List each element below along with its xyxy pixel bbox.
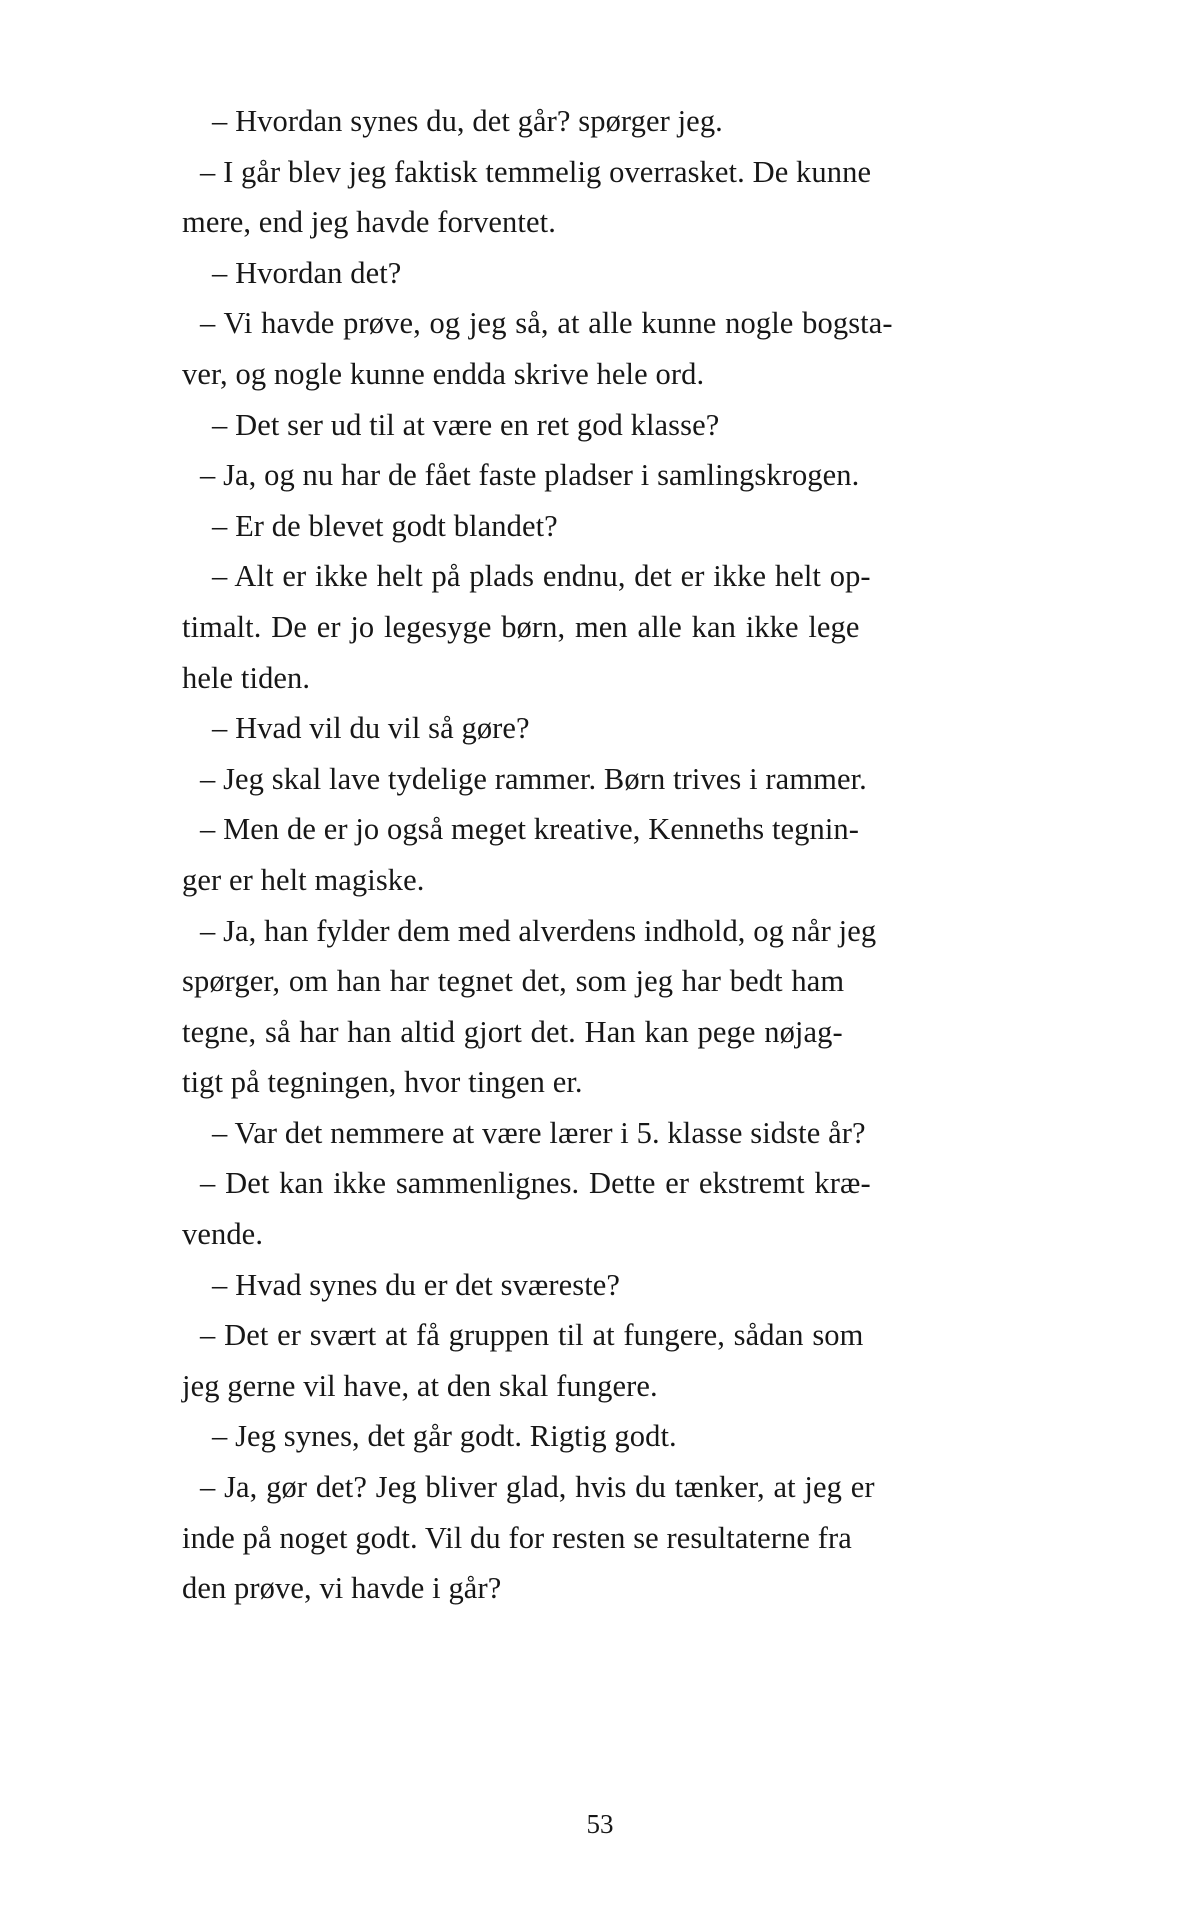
continuation-line: ver, og nogle kunne endda skrive hele ord. [182, 356, 705, 391]
dialogue-line: – Jeg synes, det går godt. Rigtig godt. [212, 1419, 677, 1454]
continuation-line: hele tiden. [182, 660, 311, 695]
dialogue-line: – Hvad synes du er det sværeste? [212, 1267, 621, 1302]
dialogue-line: – Alt er ikke helt på plads endnu, det er ikke helt op- [212, 559, 871, 594]
dialogue-line: – Ja, gør det? Jeg bliver glad, hvis du tænker, at jeg er [200, 1470, 875, 1505]
continuation-line: inde på noget godt. Vil du for resten se resultaterne fra [182, 1520, 852, 1555]
continuation-line: tegne, så har han altid gjort det. Han kan pege nøjag- [182, 1014, 843, 1049]
continuation-line: den prøve, vi havde i går? [182, 1571, 502, 1606]
dialogue-line: – Var det nemmere at være lærer i 5. klasse sidste år? [212, 1115, 866, 1150]
dialogue-line: – Det ser ud til at være en ret god klasse? [212, 407, 720, 442]
continuation-line: spørger, om han har tegnet det, som jeg har bedt ham [182, 964, 845, 999]
continuation-line: timalt. De er jo legesyge børn, men alle kan ikke lege [182, 609, 860, 644]
dialogue-line: – Jeg skal lave tydelige rammer. Børn trives i rammer. [200, 761, 867, 796]
dialogue-line: – Men de er jo også meget kreative, Kenneths tegnin- [200, 812, 860, 847]
dialogue-line: – Er de blevet godt blandet? [212, 508, 558, 543]
page-number: 53 [586, 1809, 614, 1839]
continuation-line: ger er helt magiske. [182, 862, 425, 897]
dialogue-line: – Hvordan synes du, det går? spørger jeg. [212, 104, 723, 138]
dialogue-line: – Ja, og nu har de fået faste pladser i samlingskrogen. [200, 458, 860, 493]
dialogue-line: – Det kan ikke sammenlignes. Dette er ekstremt kræ- [200, 1166, 871, 1201]
dialogue-line: – Det er svært at få gruppen til at fungere, sådan som [200, 1318, 864, 1353]
dialogue-line: – Hvordan det? [212, 255, 402, 290]
dialogue-line: – I går blev jeg faktisk temmelig overrasket. De kunne [200, 154, 872, 189]
dialogue-line: – Vi havde prøve, og jeg så, at alle kunne nogle bogsta- [200, 306, 893, 341]
page-body-text [182, 96, 893, 1614]
continuation-line: tigt på tegningen, hvor tingen er. [182, 1065, 583, 1100]
dialogue-line: – Hvad vil du vil så gøre? [212, 711, 530, 746]
dialogue-line: – Ja, han fylder dem med alverdens indhold, og når jeg [200, 913, 877, 948]
continuation-line: jeg gerne vil have, at den skal fungere. [182, 1368, 658, 1403]
continuation-line: mere, end jeg havde forventet. [182, 205, 556, 240]
continuation-line: vende. [182, 1217, 264, 1252]
